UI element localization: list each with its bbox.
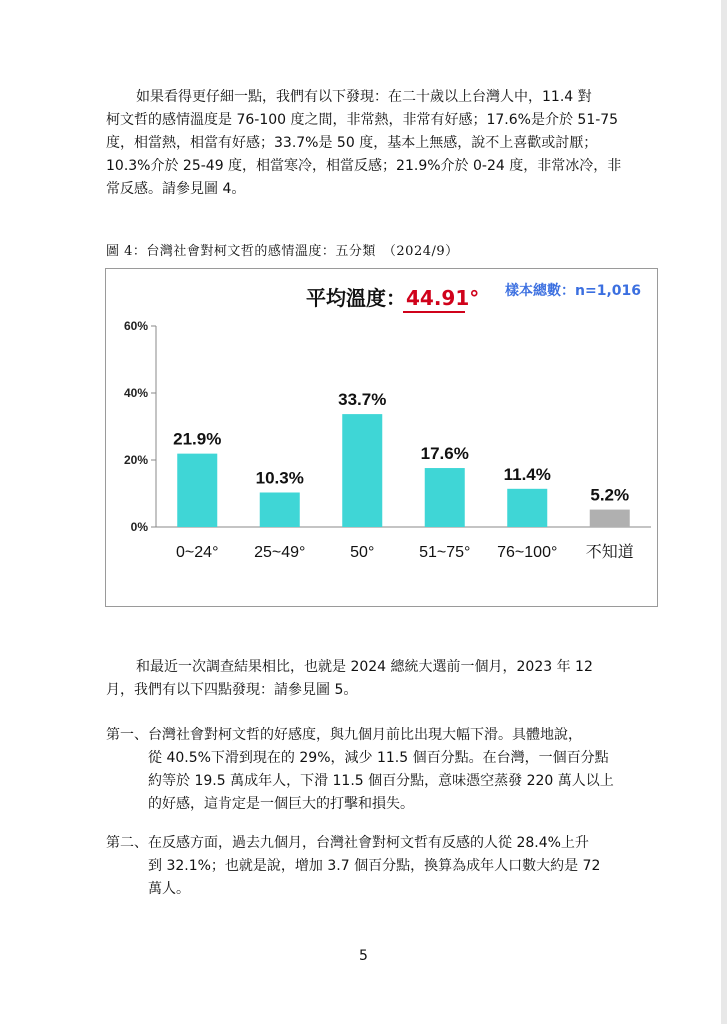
y-tick-label: 60% (123, 319, 148, 333)
x-tick-label: 50° (350, 544, 375, 561)
text-line: 和最近一次調查結果相比，也就是 2024 總統大選前一個月，2023 年 12 (136, 659, 593, 675)
x-tick-label: 0~24° (176, 544, 219, 561)
x-tick-label: 76~100° (497, 544, 558, 561)
bar (260, 492, 300, 527)
finding-2 (106, 832, 600, 901)
bar (177, 454, 217, 527)
text-line: 萬人。 (148, 881, 190, 897)
y-tick-label: 40% (123, 386, 148, 400)
text-line: 10.3%介於 25-49 度，相當寒冷，相當反感；21.9%介於 0-24 度，非常冰冷，非 (106, 158, 622, 174)
text-line: 第二、在反感方面，過去九個月，台灣社會對柯文哲有反感的人從 28.4%上升 (106, 835, 589, 851)
text-line: 從 40.5%下滑到現在的 29%，減少 11.5 個百分點。在台灣，一個百分點 (148, 750, 609, 766)
y-tick-label: 20% (123, 453, 148, 467)
paragraph-2 (106, 656, 593, 702)
text-line: 度，相當熱，相當有好感；33.7%是 50 度，基本上無感，說不上喜歡或討厭； (106, 135, 598, 151)
text-line: 如果看得更仔細一點，我們有以下發現：在二十歲以上台灣人中，11.4 對 (136, 89, 592, 105)
bar-chart (106, 269, 657, 606)
text-line: 月，我們有以下四點發現：請參見圖 5。 (106, 682, 358, 698)
bar (590, 510, 630, 527)
x-tick-label: 不知道 (585, 544, 634, 561)
y-tick-label: 0% (130, 520, 148, 534)
x-tick-label: 51~75° (419, 544, 471, 561)
average-value: 44.91° (406, 286, 480, 310)
text-line: 約等於 19.5 萬成年人，下滑 11.5 個百分點，意味憑空蒸發 220 萬人以上 (148, 773, 614, 789)
text-line: 的好感，這肯定是一個巨大的打擊和損失。 (148, 796, 414, 812)
bar-value-label: 5.2% (590, 485, 630, 505)
chart-frame (105, 268, 658, 607)
figure-caption: 圖 4：台灣社會對柯文哲的感情溫度：五分類 （2024/9） (106, 244, 459, 259)
bar-value-label: 17.6% (420, 444, 469, 464)
paragraph-1 (106, 86, 621, 201)
finding-1 (106, 724, 614, 816)
x-tick-label: 25~49° (254, 544, 306, 561)
bar-value-label: 33.7% (338, 390, 387, 410)
text-line: 到 32.1%；也就是說，增加 3.7 個百分點，換算為成年人口數大約是 72 (148, 858, 601, 874)
bar (425, 468, 465, 527)
page-number: 5 (359, 948, 368, 964)
average-label: 平均溫度： (306, 286, 406, 310)
page-edge (721, 0, 727, 1024)
sample-size: 樣本總數：n=1,016 (505, 283, 641, 299)
bar-value-label: 11.4% (503, 464, 551, 484)
text-line: 柯文哲的感情溫度是 76-100 度之間，非常熱，非常有好感；17.6%是介於 51-75 (106, 112, 619, 128)
bar (342, 414, 382, 527)
text-line: 常反感。請參見圖 4。 (106, 181, 246, 197)
bar (507, 489, 547, 527)
text-line: 第一、台灣社會對柯文哲的好感度，與九個月前比出現大幅下滑。具體地說， (106, 727, 582, 743)
bar-value-label: 10.3% (255, 468, 304, 488)
bar-value-label: 21.9% (173, 429, 222, 449)
